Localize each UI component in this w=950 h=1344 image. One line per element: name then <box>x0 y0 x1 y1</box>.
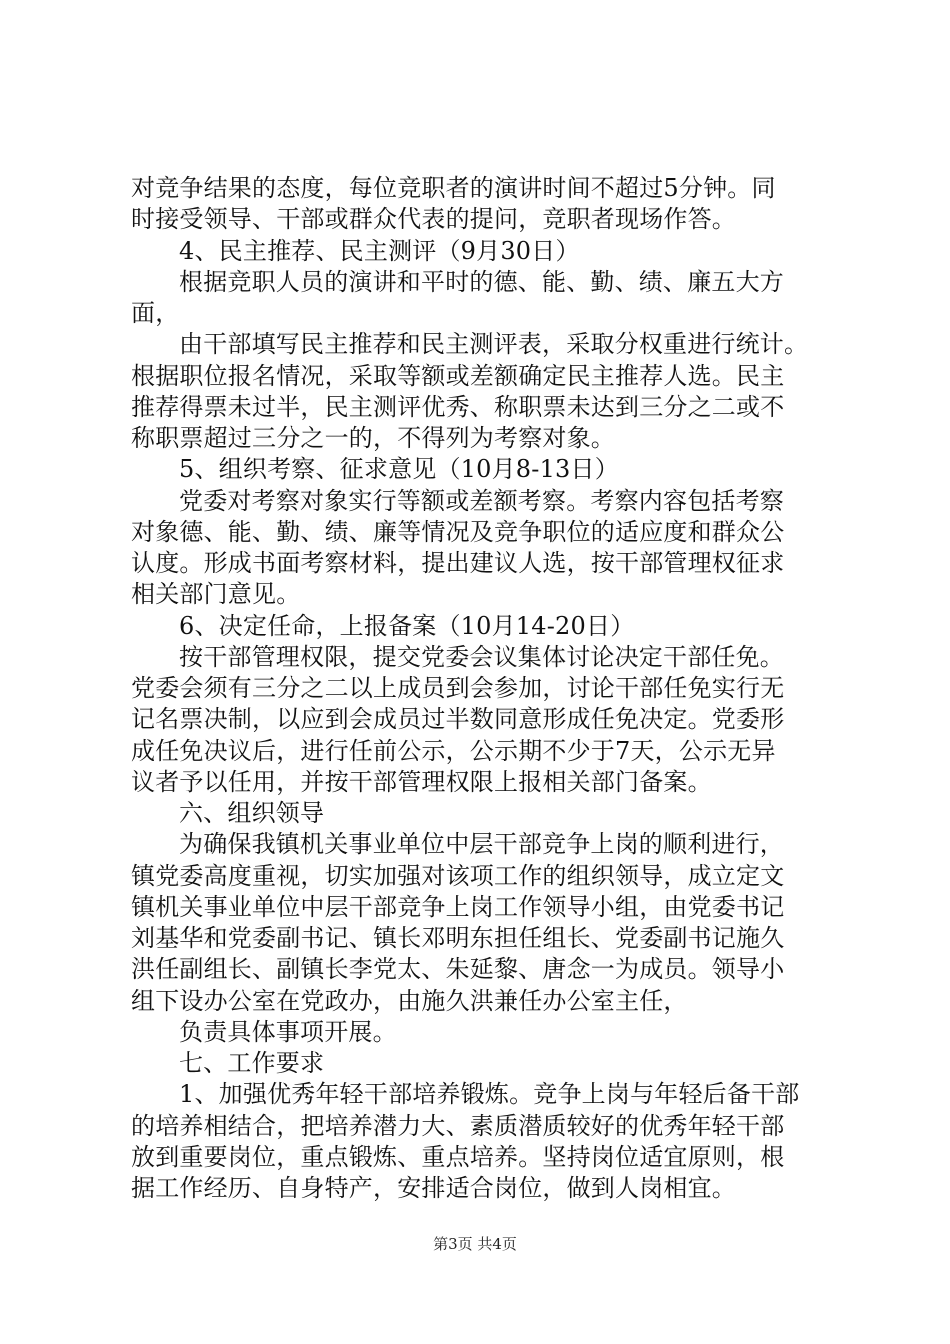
text-line: 的培养相结合，把培养潜力大、素质潜质较好的优秀年轻干部 <box>131 1111 785 1140</box>
text-line: 1、加强优秀年轻干部培养锻炼。竞争上岗与年轻后备干部 <box>179 1080 800 1109</box>
text-line: 称职票超过三分之一的，不得列为考察对象。 <box>131 424 615 452</box>
text-line: 据工作经历、自身特产，安排适合岗位，做到人岗相宜。 <box>131 1174 736 1202</box>
text-line: 为确保我镇机关事业单位中层干部竞争上岗的顺利进行， <box>179 830 784 859</box>
text-line: 记名票决制，以应到会成员过半数同意形成任免决定。党委形 <box>131 705 785 734</box>
text-line: 5、组织考察、征求意见（10月8-13日） <box>179 455 619 484</box>
text-line: 刘基华和党委副书记、镇长邓明东担任组长、党委副书记施久 <box>131 924 785 952</box>
text-line: 镇机关事业单位中层干部竞争上岗工作领导小组，由党委书记 <box>131 892 785 921</box>
text-line: 六、组织领导 <box>179 799 325 827</box>
text-line: 4、民主推荐、民主测评（9月30日） <box>179 236 580 265</box>
text-line: 时接受领导、干部或群众代表的提问，竞职者现场作答。 <box>131 205 736 234</box>
text-line: 相关部门意见。 <box>131 580 301 609</box>
text-line: 负责具体事项开展。 <box>179 1017 397 1046</box>
text-line: 议者予以任用，并按干部管理权限上报相关部门备案。 <box>131 767 712 796</box>
text-line: 认度。形成书面考察材料，提出建议人选，按干部管理权征求 <box>131 549 785 577</box>
text-line: 洪任副组长、副镇长李党太、朱延黎、唐念一为成员。领导小 <box>131 955 785 984</box>
text-line: 6、决定任命，上报备案（10月14-20日） <box>179 611 635 640</box>
text-line: 按干部管理权限，提交党委会议集体讨论决定干部任免。 <box>179 642 784 671</box>
text-line: 推荐得票未过半，民主测评优秀、称职票未达到三分之二或不 <box>131 392 785 421</box>
text-line: 党委会须有三分之二以上成员到会参加，讨论干部任免实行无 <box>131 674 785 702</box>
text-line: 放到重要岗位，重点锻炼、重点培养。坚持岗位适宜原则，根 <box>131 1142 785 1171</box>
text-line: 组下设办公室在党政办，由施久洪兼任办公室主任， <box>131 986 688 1015</box>
text-line: 面， <box>131 299 180 327</box>
text-line: 根据职位报名情况，采取等额或差额确定民主推荐人选。民主 <box>131 361 785 390</box>
text-line: 由干部填写民主推荐和民主测评表，采取分权重进行统计。 <box>179 330 809 359</box>
document-body <box>131 173 831 1204</box>
text-line: 根据竞职人员的演讲和平时的德、能、勤、绩、廉五大方 <box>179 267 784 296</box>
text-line: 成任免决议后，进行任前公示，公示期不少于7天，公示无异 <box>131 736 776 765</box>
page-number: 第3页 共4页 <box>433 1235 517 1253</box>
text-line: 党委对考察对象实行等额或差额考察。考察内容包括考察 <box>179 486 784 515</box>
page-footer <box>0 1234 950 1254</box>
text-line: 七、工作要求 <box>179 1049 325 1077</box>
text-line: 对竞争结果的态度，每位竞职者的演讲时间不超过5分钟。同 <box>131 174 776 202</box>
text-line: 镇党委高度重视，切实加强对该项工作的组织领导，成立定文 <box>131 861 785 890</box>
text-line: 对象德、能、勤、绩、廉等情况及竞争职位的适应度和群众公 <box>131 517 785 546</box>
